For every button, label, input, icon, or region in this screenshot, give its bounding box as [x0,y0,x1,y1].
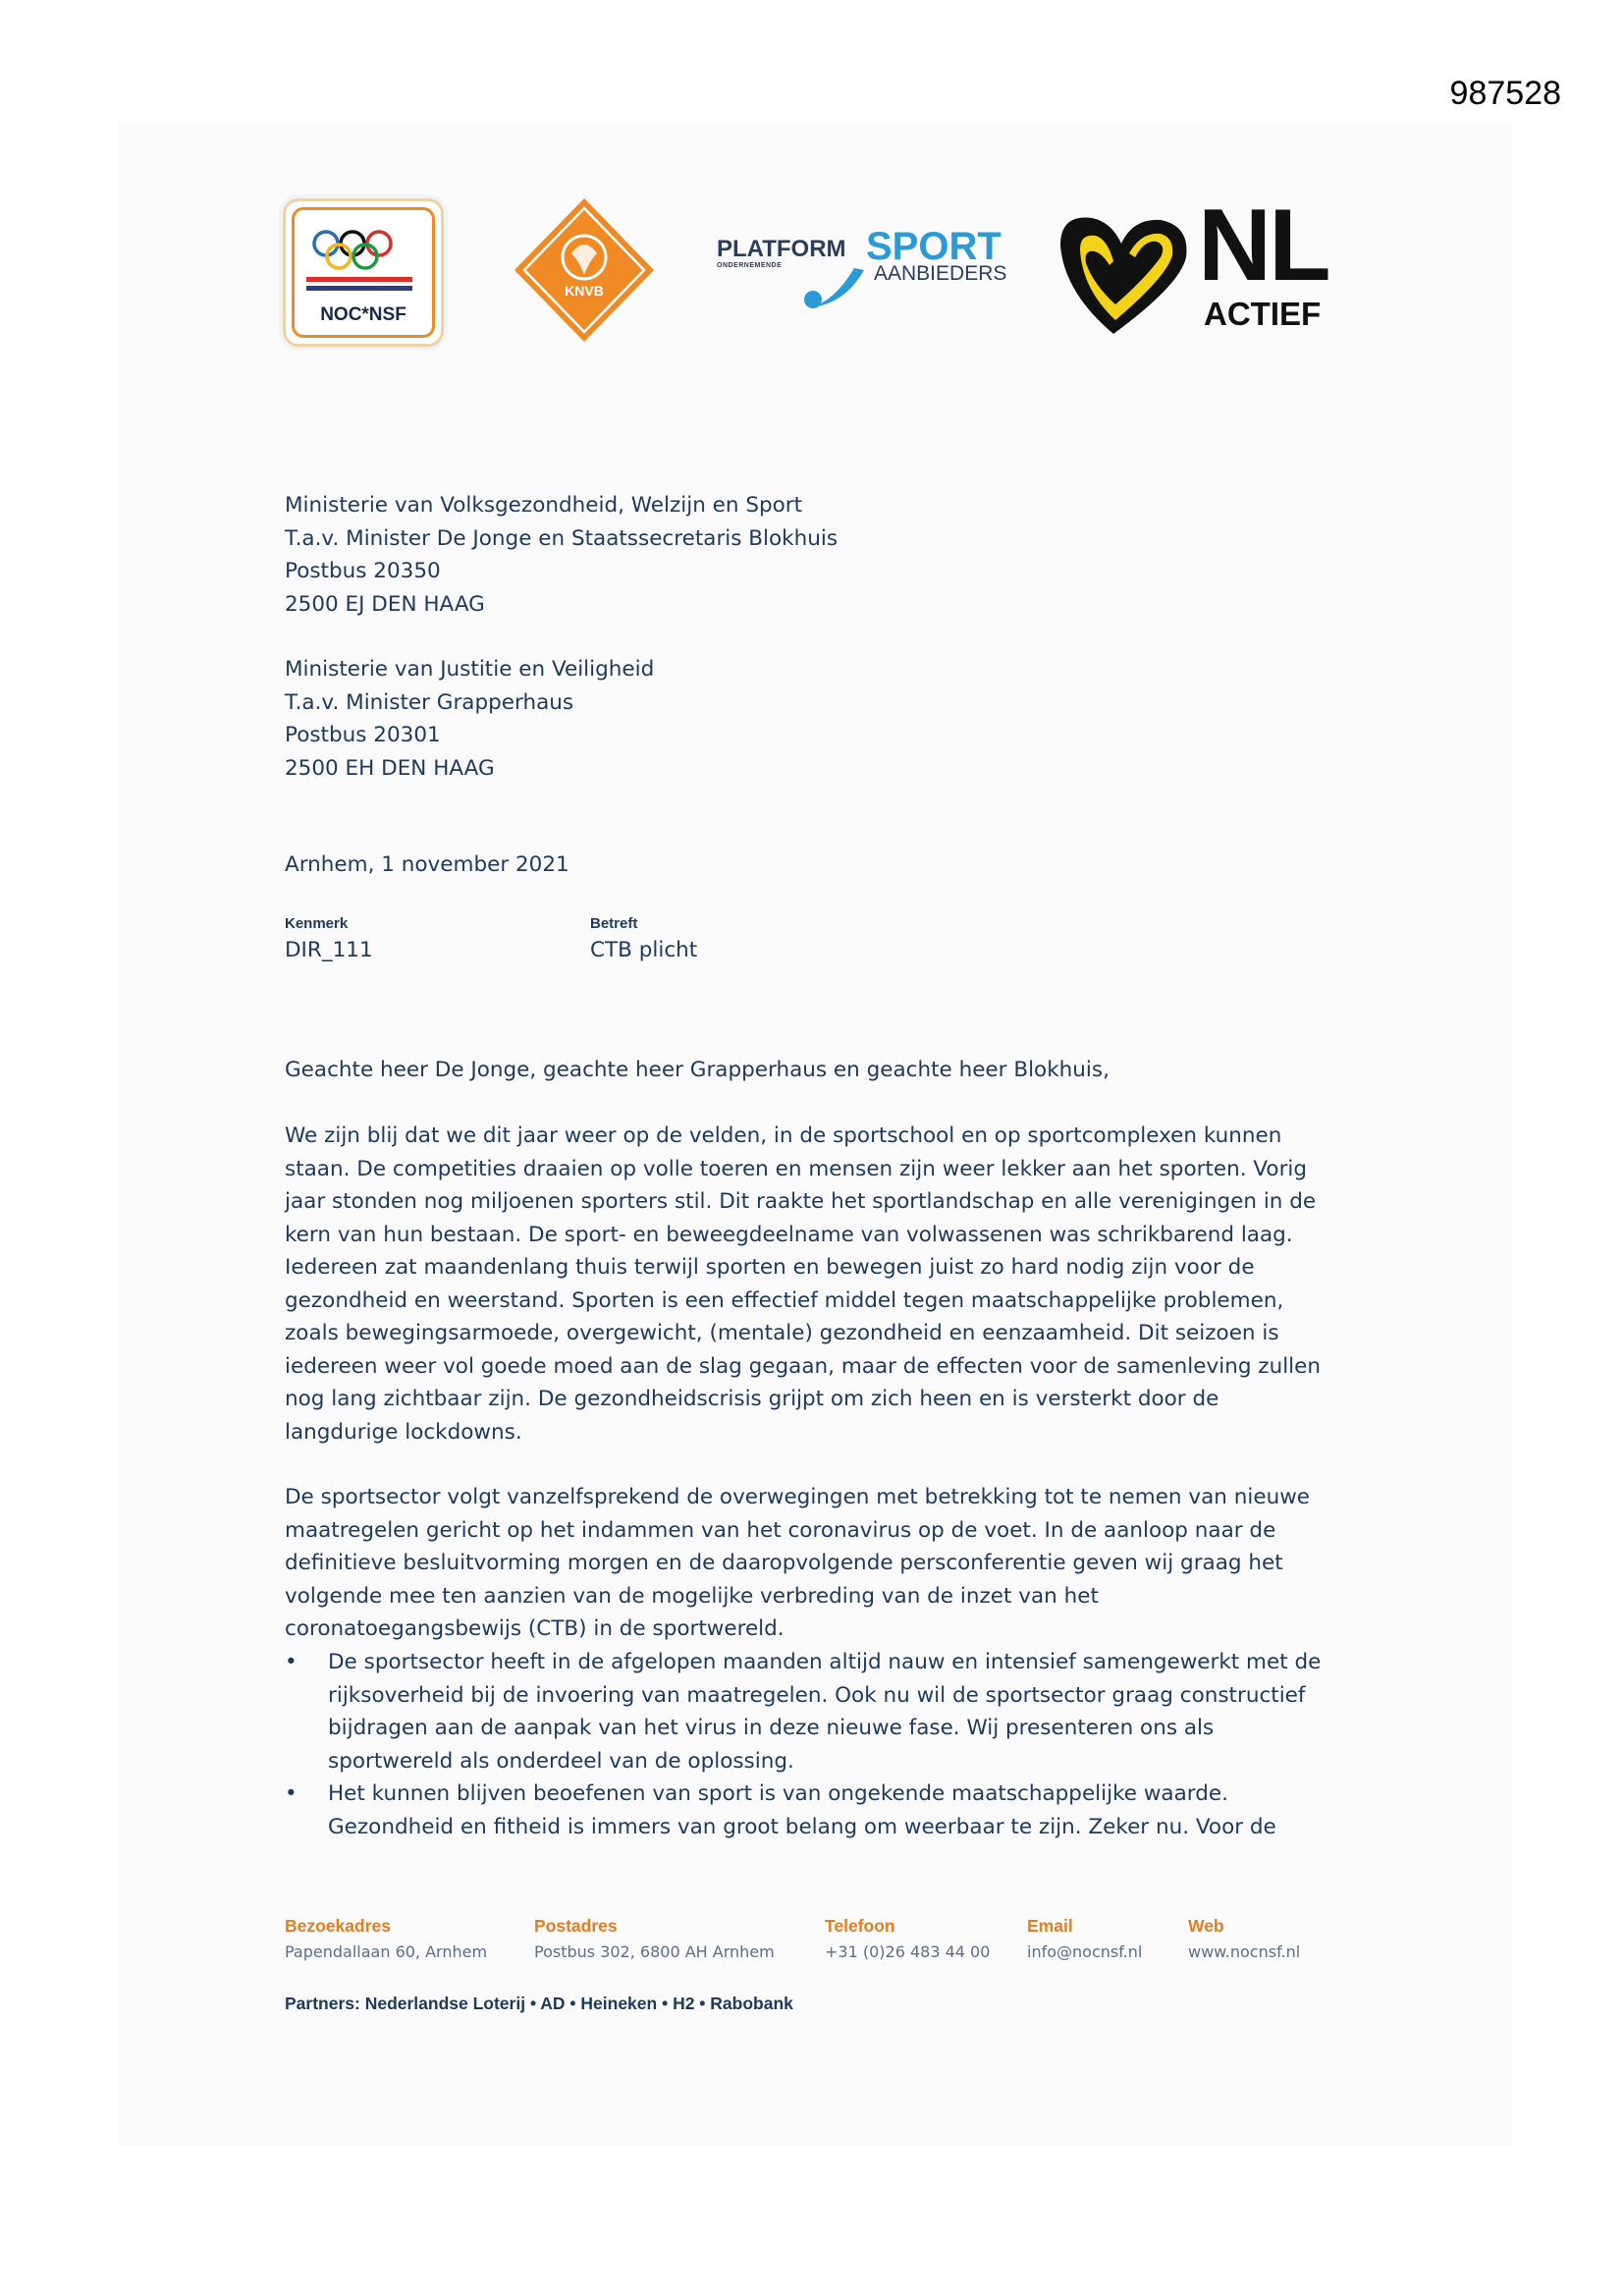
recipient-address-2 [285,653,654,785]
address-line: T.a.v. Minister Grapperhaus [285,689,574,715]
heart-icon [1051,206,1198,344]
bullet-line: rijksoverheid bij de invoering van maatregelen. Ook nu wil de sportsector graag constructief [328,1682,1306,1708]
paragraph-line: nog lang zichtbaar zijn. De gezondheidscrisis grijpt om zich heen en is versterkt door de [285,1387,1219,1411]
document-number: 987528 [1449,75,1561,112]
betreft-value: CTB plicht [590,938,698,962]
noc-frame [292,207,435,338]
footer-telefoon-value: +31 (0)26 483 44 00 [825,1942,991,1961]
ondernemende-text: ONDERNEMENDE [717,262,783,269]
bullet-marker: • [285,1781,298,1806]
paragraph-line: langdurige lockdowns. [285,1419,522,1445]
paragraph-2 [285,1481,1310,1646]
knvb-diamond-icon [511,196,658,344]
paragraph-1 [285,1120,1321,1449]
address-line: 2500 EH DEN HAAG [285,755,495,781]
paragraph-line: coronatoegangsbewijs (CTB) in de sportwereld. [285,1616,785,1641]
footer-web-value[interactable]: www.nocnsf.nl [1188,1942,1301,1961]
footer-telefoon-label: Telefoon [825,1916,895,1936]
footer-email-label: Email [1027,1916,1073,1936]
paragraph-line: maatregelen gericht op het indammen van het coronavirus op de voet. In de aanloop naar de [285,1517,1276,1543]
nl-text: NL [1198,189,1328,302]
footer-postadres-label: Postadres [534,1916,618,1936]
footer-email-value[interactable]: info@nocnsf.nl [1027,1942,1143,1961]
footer-web-label: Web [1188,1916,1224,1936]
address-line: Ministerie van Volksgezondheid, Welzijn en Sport [285,493,803,518]
paragraph-line: staan. De competities draaien op volle toeren en mensen zijn weer lekker aan het sporten. Vorig [285,1156,1308,1181]
paragraph-line: jaar stonden nog miljoenen sporters stil. Dit raakte het sportlandschap en alle verenigingen in de [285,1189,1317,1214]
footer-bezoekadres-label: Bezoekadres [285,1916,391,1936]
paragraph-line: iedereen weer vol goede moed aan de slag gegaan, maar de effecten voor de samenleving zullen [285,1353,1322,1379]
actief-text: ACTIEF [1204,296,1322,332]
address-line: 2500 EJ DEN HAAG [285,591,485,617]
address-line: Ministerie van Justitie en Veiligheid [285,657,655,682]
recipient-address-1 [285,489,838,621]
salutation: Geachte heer De Jonge, geachte heer Grapperhaus en geachte heer Blokhuis, [285,1058,1110,1082]
paragraph-line: zoals bewegingsarmoede, overgewicht, (mentale) gezondheid en eenzaamheid. Dit seizoen is [285,1321,1279,1345]
address-line: Postbus 20350 [285,559,441,583]
sport-text: SPORT [866,225,1001,268]
aanbieders-text: AANBIEDERS [874,262,1007,285]
footer-postadres-value: Postbus 302, 6800 AH Arnhem [534,1942,775,1961]
olympic-rings-icon [295,210,432,348]
noc-nsf-logo [283,198,444,347]
noc-nsf-text: NOC*NSF [320,304,406,325]
bullet-item [285,1646,1321,1777]
paragraph-line: De sportsector volgt vanzelfsprekend de overwegingen met betrekking tot te nemen van nieuwe [285,1485,1311,1509]
place-date: Arnhem, 1 november 2021 [285,852,569,877]
kenmerk-value: DIR_111 [285,938,373,962]
knvb-text: KNVB [565,283,604,299]
nl-actief-logo [1051,189,1328,344]
paragraph-line: Iedereen zat maandenlang thuis terwijl sporten en bewegen juist zo hard nodig zijn voor de [285,1255,1255,1280]
bullet-list [285,1646,1321,1843]
bullet-line: Het kunnen blijven beoefenen van sport is van ongekende maatschappelijke waarde. [328,1781,1228,1806]
kenmerk-label: Kenmerk [285,915,349,932]
bullet-line: sportwereld als onderdeel van de oplossing. [328,1748,794,1774]
knvb-logo [511,196,658,344]
paragraph-line: definitieve besluitvorming morgen en de daaropvolgende persconferentie geven wij graag het [285,1551,1283,1575]
platform-sportaanbieders-logo [717,211,1011,319]
bullet-line: bijdragen aan de aanpak van het virus in deze nieuwe fase. Wij presenteren ons als [328,1716,1215,1740]
paragraph-line: kern van hun bestaan. De sport- en beweegdeelname van volwassenen was schrikbarend laag. [285,1222,1293,1247]
logo-row [280,189,1328,354]
footer-bezoekadres-value: Papendallaan 60, Arnhem [285,1942,488,1961]
betreft-label: Betreft [590,915,638,932]
paragraph-line: gezondheid en weerstand. Sporten is een effectief middel tegen maatschappelijke problemen, [285,1287,1284,1313]
bullet-line: De sportsector heeft in de afgelopen maanden altijd nauw en intensief samengewerkt met de [328,1650,1322,1674]
paragraph-line: volgende mee ten aanzien van de mogelijke verbreding van de inzet van het [285,1583,1099,1609]
address-line: T.a.v. Minister De Jonge en Staatssecretaris Blokhuis [285,525,839,551]
bullet-marker: • [285,1650,298,1674]
bullet-line: Gezondheid en fitheid is immers van groot belang om weerbaar te zijn. Zeker nu. Voor de [328,1814,1276,1839]
bullet-item [285,1777,1321,1843]
footer-partners: Partners: Nederlandse Loterij • AD • Heineken • H2 • Rabobank [285,1994,793,2013]
platform-text: PLATFORM [717,236,846,262]
address-line: Postbus 20301 [285,723,441,747]
paragraph-line: We zijn blij dat we dit jaar weer op de velden, in de sportschool en op sportcomplexen kunnen [285,1123,1282,1148]
